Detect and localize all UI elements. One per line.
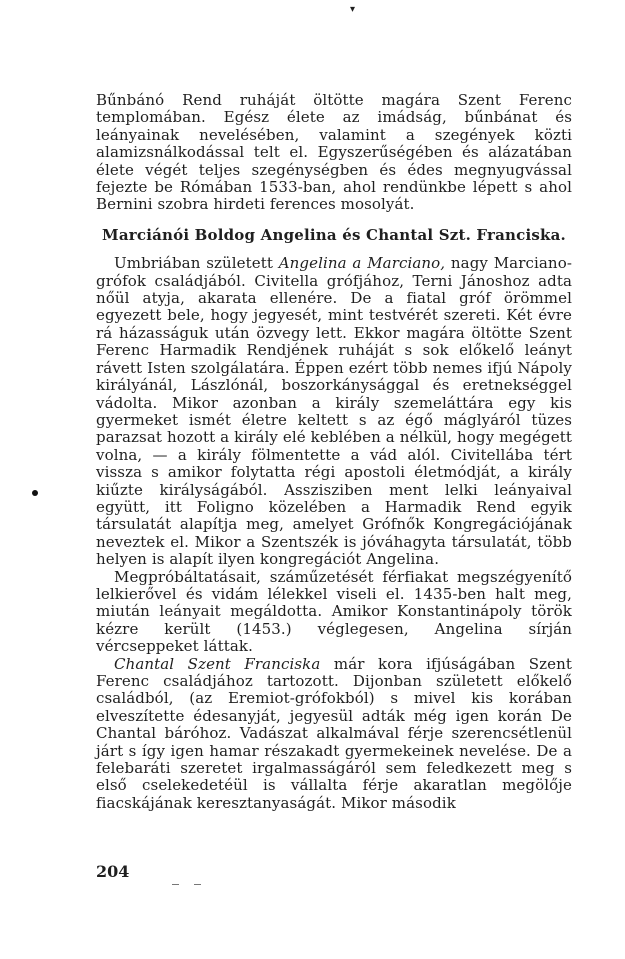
ink-speck	[172, 884, 179, 885]
page-number: 204	[96, 862, 130, 881]
margin-dot	[32, 490, 38, 496]
paragraph-chantal-text: már kora ifjúságában Szent Ferenc családjához tartozott. Dijonban született előkelő családból, (az Eremiot-grófokból) s mivel kis korában elveszítette édesanyját, jegyesül adták még igen korán De Chantal báróhoz. Vadászat alkalmával férje szerencsétlenül járt s így igen hamar részakadt gyermekeinek nevelése. De a felebaráti szeretet irgalmasságáról sem feledkezett meg s első cselekedetéül is vállalta férje akaratlan megölője fiacskájának keresztanyaságát. Mikor második	[96, 654, 572, 812]
paragraph-angelina	[96, 255, 572, 568]
page-body	[96, 92, 572, 812]
section-heading: Marciánói Boldog Angelina és Chantal Szt. Franciska.	[102, 225, 566, 244]
angelina-name: Angelina a Marciano,	[278, 254, 446, 273]
chantal-name: Chantal Szent Franciska	[114, 654, 321, 673]
ink-speck	[194, 884, 201, 885]
paragraph-angelina-text: nagy Marciano-grófok családjából. Civitella grófjához, Terni Jánoshoz adta nőül atyja, akarata ellenére. De a fiatal gróf örömmel egyezett bele, hogy jegyesét, mint testvérét szereti. Két évre rá házasságuk után özvegy lett. Ekkor magára öltötte Szent Ferenc Harmadik Rendjének ruháját s sok előkelő leányt rávett Isten szolgálatára. Éppen ezért több nemes ifjú Nápoly királyánál, Lászlónál, boszorkánysággal és eretnekséggel vádolta. Mikor azonban a király szemeláttára egy kis gyermeket ismét életre keltett s az égő máglyáról tüzes parazsat hozott a király elé keblében a nélkül, hogy megégett volna, — a király fölmentette a vád alól. Civitellába tért vissza s amikor folytatta régi apostoli életmódját, a király kiűzte királyságából. Asszisziben ment lelki leányaival együtt, itt Foligno közelében a Harmadik Rend egyik társulatát alapítja meg, amelyet Grófnők Kongregációjának neveztek el. Mikor a Szentszék is jóváhagyta társulatát, több helyen is alapít ilyen kongregációt Angelina.	[96, 254, 572, 569]
paragraph-continuation: Bűnbánó Rend ruháját öltötte magára Szent Ferenc templomában. Egész élete az imádság, bűnbánat és leányainak nevelésében, valamint a szegények közti alamizsnálkodással telt el. Egyszerűségében és alázatában élete végét teljes szegénységben és édes megnyugvással fejezte be Rómában 1533-ban, ahol rendünkbe lépett s ahol Bernini szobra hirdeti ferences mosolyát.	[96, 91, 572, 214]
paragraph-angelina-prefix: Umbriában született	[114, 254, 279, 273]
paragraph-chantal	[96, 656, 572, 813]
paragraph-angelina-death: Megpróbáltatásait, száműzetését férfiakat megszégyenítő lelkierővel és vidám lélekkel viseli el. 1435-ben halt meg, miután leányait megáldotta. Amikor Konstantinápoly török kézre került (1453.) véglegesen, Angelina sírján vércseppeket láttak.	[96, 567, 572, 656]
print-mark: ▾	[350, 4, 356, 15]
